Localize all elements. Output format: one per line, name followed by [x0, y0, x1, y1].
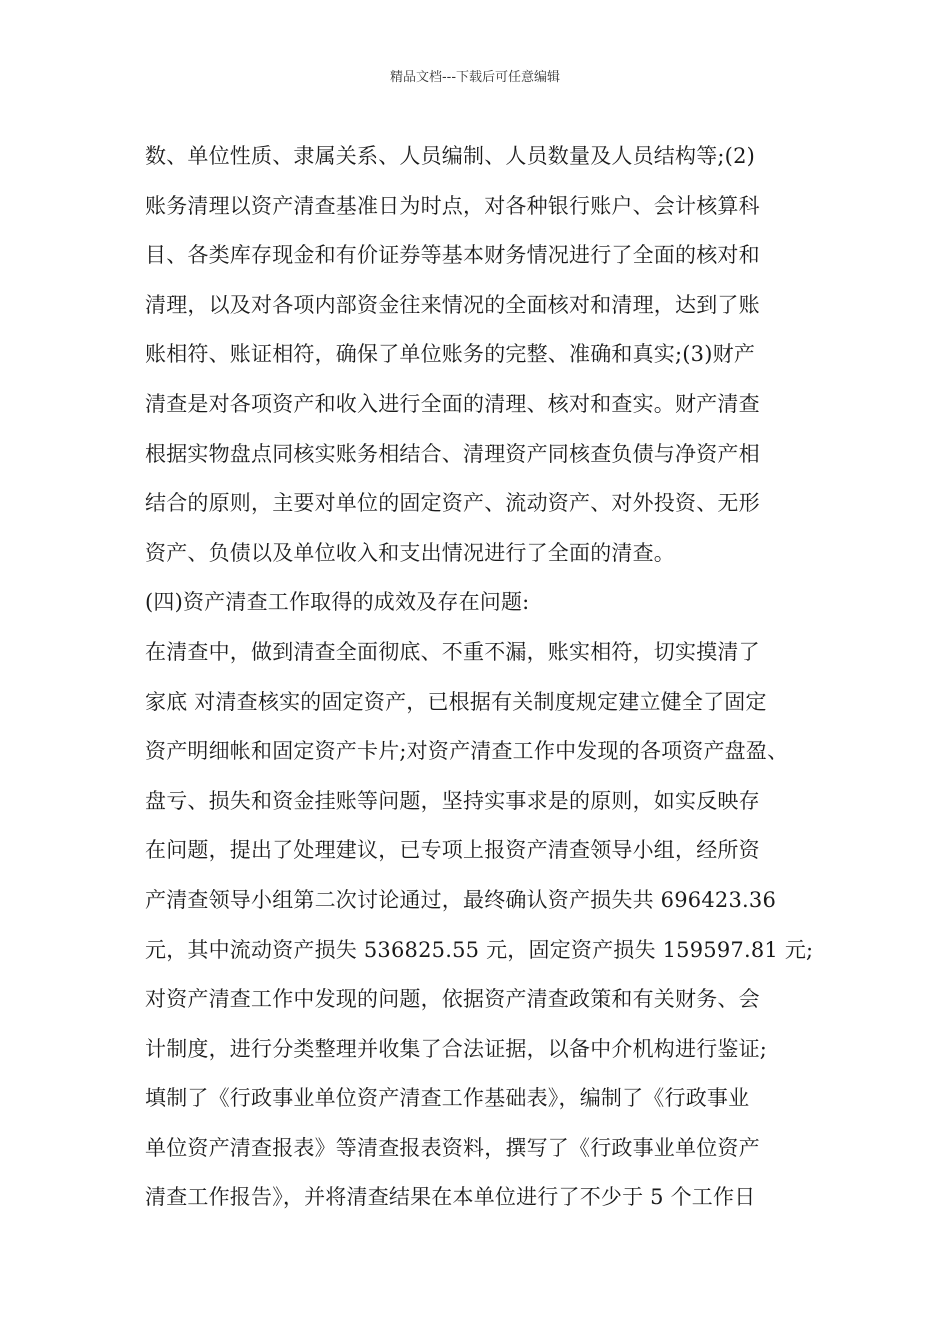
- text-line: 对资产清查工作中发现的问题，依据资产清查政策和有关财务、会: [145, 987, 760, 1012]
- text-line: 账相符、账证相符，确保了单位账务的完整、准确和真实;(3)财产: [145, 342, 756, 367]
- section-heading: (四)资产清查工作取得的成效及存在问题:: [145, 590, 530, 615]
- text-line: 产清查领导小组第二次讨论通过，最终确认资产损失共 696423.36: [145, 887, 777, 912]
- document-body: [145, 132, 835, 1223]
- text-line: 账务清理以资产清查基准日为时点，对各种银行账户、会计核算科: [145, 193, 760, 218]
- text-line: 填制了《行政事业单位资产清查工作基础表》，编制了《行政事业: [145, 1086, 750, 1111]
- text-line: 资产、负债以及单位收入和支出情况进行了全面的清查。: [145, 540, 675, 565]
- text-line: 根据实物盘点同核实账务相结合、清理资产同核查负债与净资产相: [145, 441, 760, 466]
- text-line: 数、单位性质、隶属关系、人员编制、人员数量及人员结构等;(2): [145, 144, 756, 168]
- text-line: 盘亏、损失和资金挂账等问题，坚持实事求是的原则，如实反映存: [145, 788, 760, 813]
- text-line: 清查是对各项资产和收入进行全面的清理、核对和查实。财产清查: [145, 391, 760, 416]
- text-line: 元，其中流动资产损失 536825.55 元，固定资产损失 159597.81 元;: [145, 937, 814, 962]
- page-header: 精品文档---下载后可任意编辑: [389, 70, 561, 85]
- text-line: 家底 对清查核实的固定资产，已根据有关制度规定建立健全了固定: [145, 689, 767, 714]
- text-line: 清理，以及对各项内部资金往来情况的全面核对和清理，达到了账: [145, 292, 760, 317]
- text-line: 在问题，提出了处理建议，已专项上报资产清查领导小组，经所资: [145, 838, 760, 863]
- text-line: 目、各类库存现金和有价证券等基本财务情况进行了全面的核对和: [145, 243, 760, 268]
- text-line: 在清查中，做到清查全面彻底、不重不漏，账实相符，切实摸清了: [145, 639, 760, 664]
- text-line: 清查工作报告》，并将清查结果在本单位进行了不少于 5 个工作日: [145, 1185, 756, 1210]
- text-line: 单位资产清查报表》等清查报表资料，撰写了《行政事业单位资产: [145, 1135, 760, 1160]
- text-line: 结合的原则，主要对单位的固定资产、流动资产、对外投资、无形: [145, 491, 760, 516]
- text-line: 资产明细帐和固定资产卡片;对资产清查工作中发现的各项资产盘盈、: [145, 739, 789, 764]
- text-line: 计制度，进行分类整理并收集了合法证据，以备中介机构进行鉴证;: [145, 1036, 768, 1061]
